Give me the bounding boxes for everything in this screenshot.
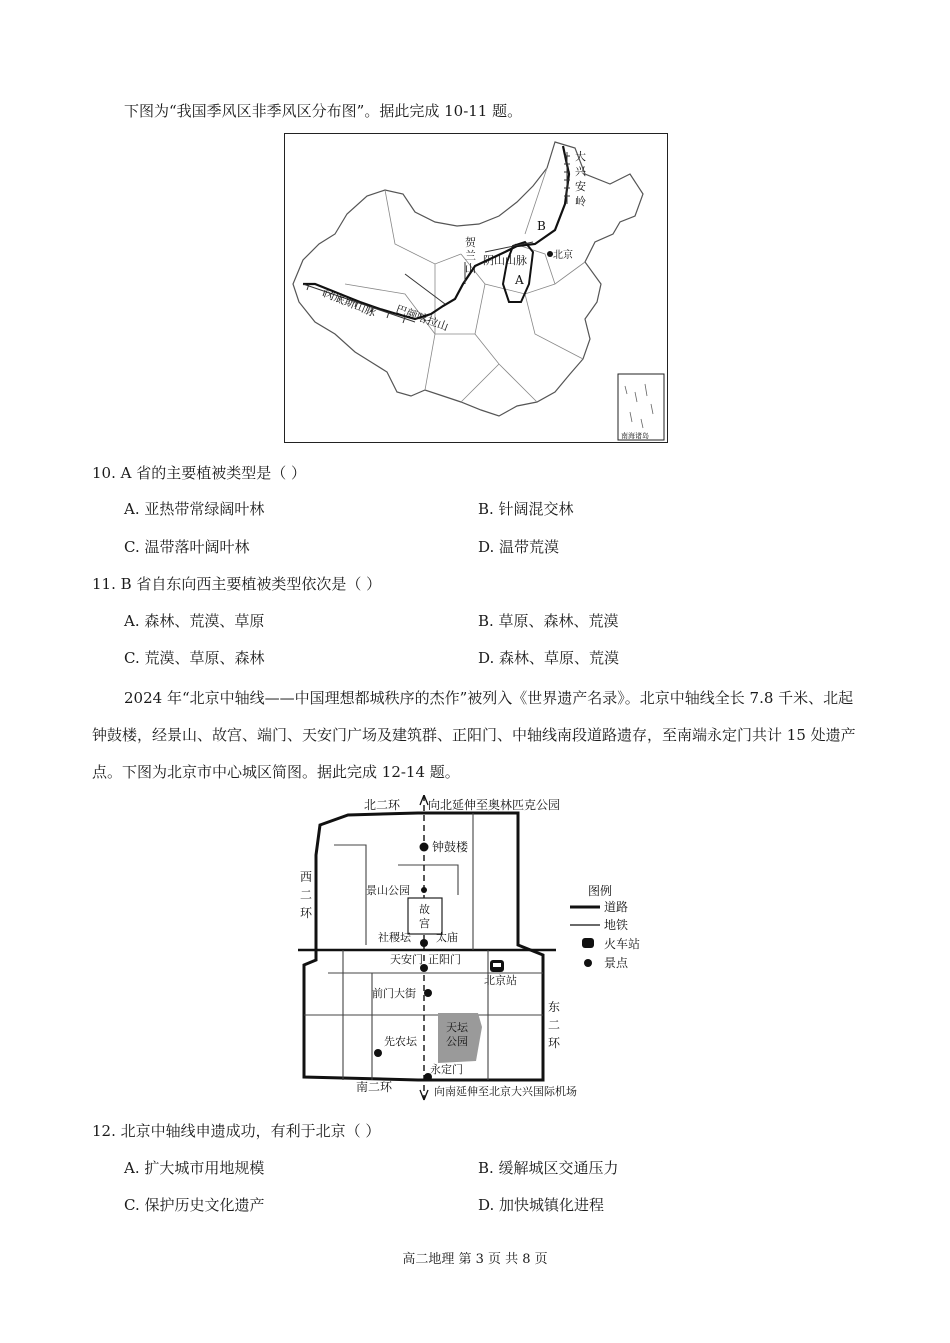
label-zhengyangmen: 正阳门: [428, 953, 461, 966]
q11-option-a: A. 森林、荒漠、草原: [124, 612, 265, 630]
label-north-ext: 向北延伸至奥林匹克公园: [428, 798, 561, 812]
spot-qianmen: [424, 989, 432, 997]
q10-option-b: B. 针阔混交林: [478, 500, 574, 518]
label-taimiao: 太庙: [436, 931, 458, 944]
label-helan-3: 山: [465, 262, 476, 275]
label-tiantan-1: 天坛: [446, 1021, 468, 1034]
q12-stem: 12. 北京中轴线申遗成功，有利于北京（ ）: [92, 1122, 381, 1140]
label-bayan: 巴颜喀拉山: [393, 302, 451, 334]
q12-option-a: A. 扩大城市用地规模: [124, 1159, 265, 1177]
label-gangdise: 冈底斯山脉: [321, 286, 378, 320]
label-ring-north: 北二环: [364, 798, 401, 812]
q11-stem: 11. B 省自东向西主要植被类型依次是（ ）: [92, 575, 382, 593]
monsoon-map-svg: [285, 134, 666, 441]
label-daxinganling-4: 岭: [575, 195, 586, 208]
label-ring-east-2: 二: [548, 1018, 561, 1032]
q10-option-a: A. 亚热带常绿阔叶林: [124, 500, 265, 518]
label-tiantan-2: 公园: [446, 1035, 468, 1048]
label-yongdingmen: 永定门: [430, 1063, 463, 1076]
monsoon-map: [284, 133, 668, 443]
intro-10-11: 下图为“我国季风区非季风区分布图”。据此完成 10-11 题。: [124, 102, 523, 120]
legend-spot: 景点: [604, 956, 629, 970]
spot-main-gate: [420, 939, 428, 947]
legend-subway: 地铁: [604, 918, 629, 932]
label-shejitan: 社稷坛: [378, 931, 411, 944]
q10-stem: 10. A 省的主要植被类型是（ ）: [92, 464, 306, 482]
label-south-ext: 向南延伸至北京大兴国际机场: [434, 1085, 577, 1098]
intro-12-14: 2024 年“北京中轴线——中国理想都城秩序的杰作”被列入《世界遗产名录》。北京中轴线全长 7.8 千米、北起钟鼓楼，经景山、故宫、端门、天安门广场及建筑群、正阳门、中轴线南段道路遗存，至南端永定门共计 15 处遗产点。下图为北京市中心城区简图。据此完成 12-14 题。: [92, 689, 856, 781]
label-tiananmen: 天安门: [390, 953, 423, 966]
label-station: 北京站: [484, 974, 517, 987]
inset-label: 南海诸岛: [621, 432, 649, 440]
spot-xiannongtan: [374, 1049, 382, 1057]
spot-jingshan: [421, 887, 427, 893]
china-outline: [293, 142, 643, 416]
legend-title: 图例: [588, 884, 613, 898]
spot-zhonggulou: [420, 843, 429, 852]
label-gugong-1: 故: [419, 903, 430, 916]
q11-option-b: B. 草原、森林、荒漠: [478, 612, 619, 630]
label-beijing: 北京: [553, 250, 573, 261]
label-ring-west-2: 二: [300, 888, 313, 902]
inset-box: [618, 374, 664, 440]
label-xiannongtan: 先农坛: [384, 1035, 417, 1048]
label-helan-2: 兰: [465, 249, 476, 262]
label-ring-south: 南二环: [356, 1080, 393, 1094]
label-jingshan: 景山公园: [366, 884, 410, 897]
label-a: A: [515, 273, 524, 287]
label-helan-1: 贺: [465, 236, 476, 249]
q10-option-c: C. 温带落叶阔叶林: [124, 538, 250, 556]
label-daxinganling-2: 兴: [575, 165, 586, 178]
legend-train-icon: [582, 938, 594, 948]
q10-option-d: D. 温带荒漠: [478, 538, 560, 556]
map-legend: [570, 883, 640, 970]
province-lines: [345, 168, 585, 402]
page-footer: 高二地理 第 3 页 共 8 页: [402, 1252, 548, 1267]
q11-option-c: C. 荒漠、草原、森林: [124, 649, 265, 667]
label-yinshan: 阴山山脉: [483, 254, 527, 267]
beijing-map: [298, 795, 658, 1105]
label-b: B: [537, 219, 546, 233]
label-qianmen: 前门大街: [372, 987, 416, 1000]
q11-option-d: D. 森林、草原、荒漠: [478, 649, 620, 667]
q12-option-d: D. 加快城镇化进程: [478, 1196, 605, 1214]
train-station-icon: [490, 960, 504, 972]
label-zhonggulou: 钟鼓楼: [432, 840, 469, 854]
label-ring-west-1: 西: [300, 870, 313, 884]
q12-option-b: B. 缓解城区交通压力: [478, 1159, 619, 1177]
label-gugong-2: 宫: [419, 917, 430, 930]
label-ring-east-1: 东: [548, 1000, 561, 1014]
legend-road: 道路: [604, 900, 629, 914]
legend-spot-dot: [584, 959, 592, 967]
label-ring-east-3: 环: [548, 1036, 561, 1050]
label-daxinganling-3: 安: [575, 180, 586, 193]
beijing-map-svg: [298, 795, 658, 1105]
label-ring-west-3: 环: [300, 906, 313, 920]
legend-train: 火车站: [604, 937, 641, 951]
label-daxinganling-1: 大: [575, 150, 586, 163]
q12-option-c: C. 保护历史文化遗产: [124, 1196, 265, 1214]
